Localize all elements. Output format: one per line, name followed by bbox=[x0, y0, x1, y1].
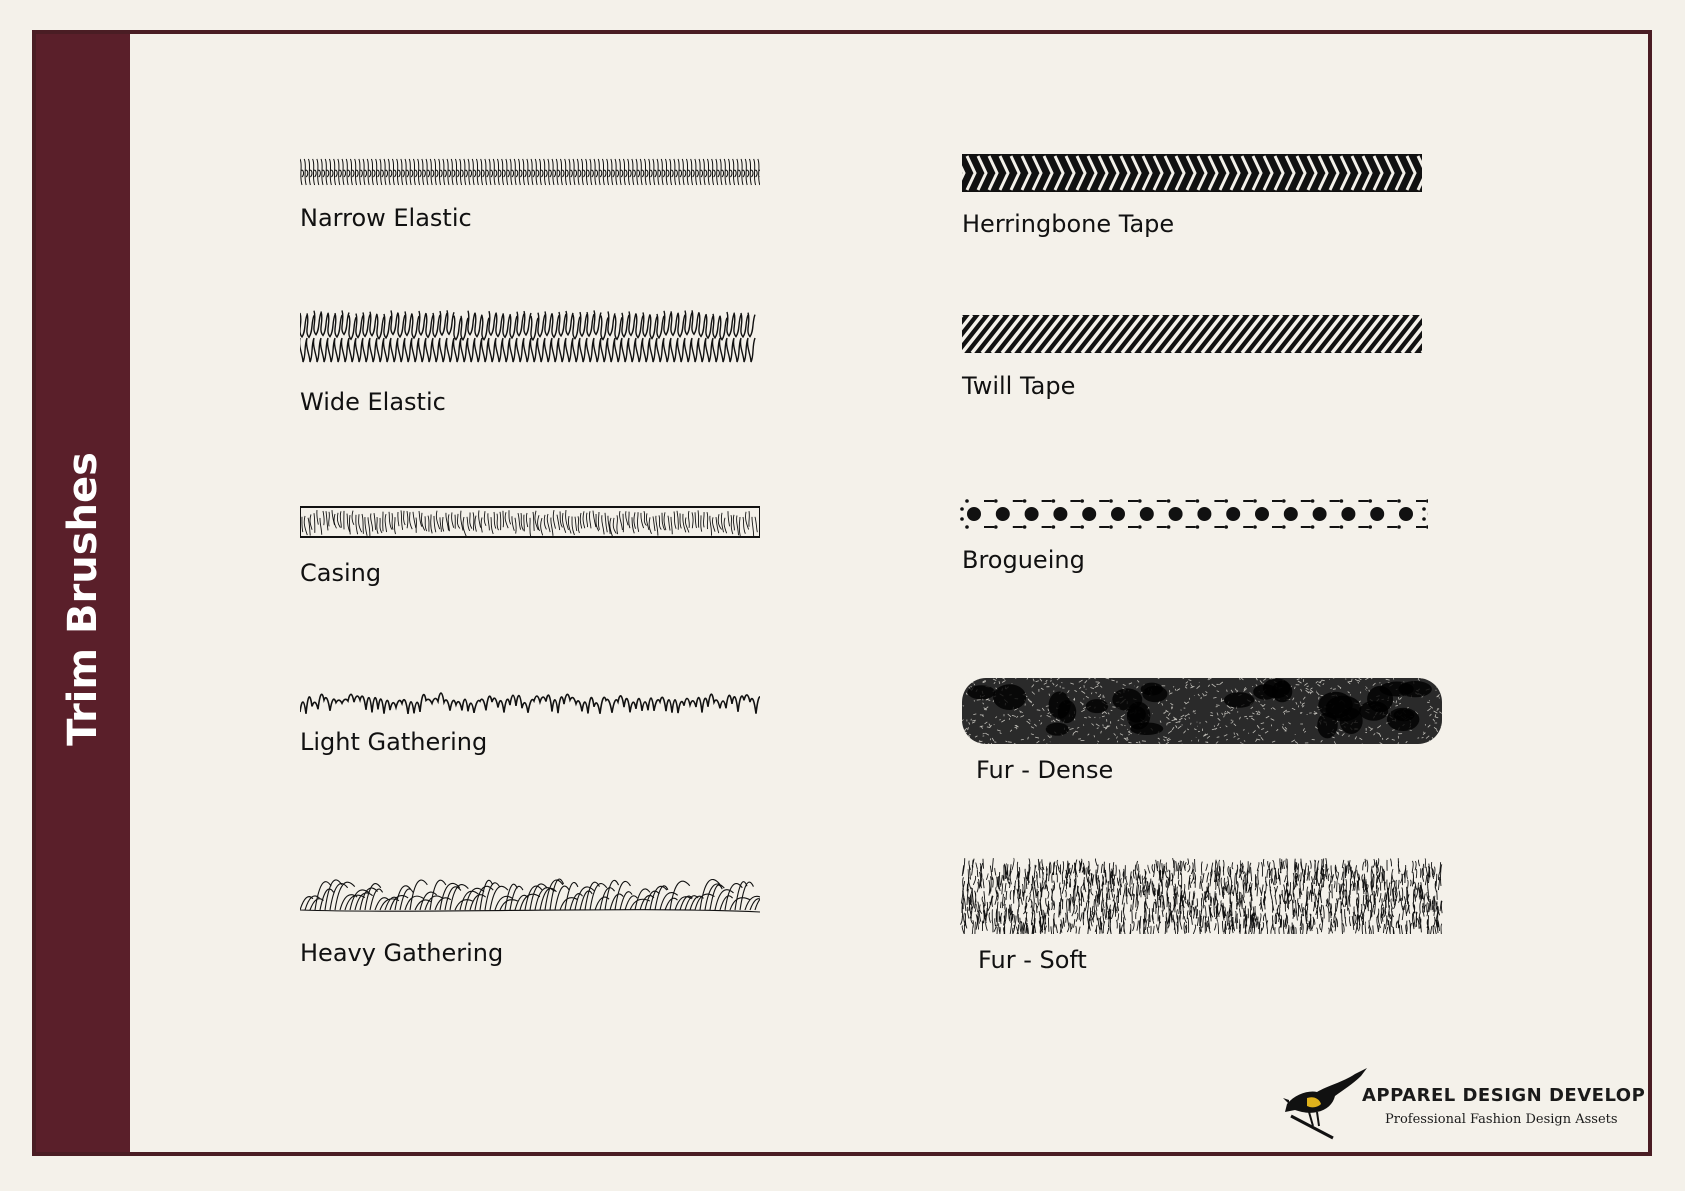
brush-label-herringbone-tape: Herringbone Tape bbox=[962, 210, 1175, 238]
magpie-bird-logo bbox=[1283, 1060, 1369, 1145]
sidebar-title: Trim Brushes bbox=[60, 452, 106, 746]
brush-label-wide-elastic: Wide Elastic bbox=[300, 388, 446, 416]
brush-label-brogueing: Brogueing bbox=[962, 546, 1085, 574]
heavy-gathering-swatch bbox=[300, 866, 760, 916]
sidebar bbox=[36, 34, 130, 1152]
herringbone-tape-swatch bbox=[962, 154, 1422, 192]
page-frame bbox=[32, 30, 1652, 1156]
fur-soft-swatch bbox=[956, 852, 1448, 934]
brush-label-twill-tape: Twill Tape bbox=[962, 372, 1076, 400]
narrow-elastic-swatch bbox=[300, 155, 760, 191]
brogueing-swatch bbox=[958, 497, 1428, 531]
light-gathering-swatch bbox=[300, 678, 760, 718]
brand-tagline: Professional Fashion Design Assets bbox=[1385, 1112, 1618, 1127]
brush-label-casing: Casing bbox=[300, 559, 382, 587]
twill-tape-swatch bbox=[962, 315, 1422, 353]
brand-name: APPAREL DESIGN DEVELOP bbox=[1362, 1085, 1646, 1106]
brush-label-fur-dense: Fur - Dense bbox=[976, 756, 1114, 784]
casing-swatch bbox=[300, 505, 760, 539]
brush-label-light-gathering: Light Gathering bbox=[300, 728, 488, 756]
brush-label-narrow-elastic: Narrow Elastic bbox=[300, 204, 472, 232]
brush-label-heavy-gathering: Heavy Gathering bbox=[300, 939, 504, 967]
wide-elastic-swatch bbox=[300, 302, 760, 366]
brush-label-fur-soft: Fur - Soft bbox=[978, 946, 1087, 974]
fur-dense-swatch bbox=[956, 668, 1448, 752]
